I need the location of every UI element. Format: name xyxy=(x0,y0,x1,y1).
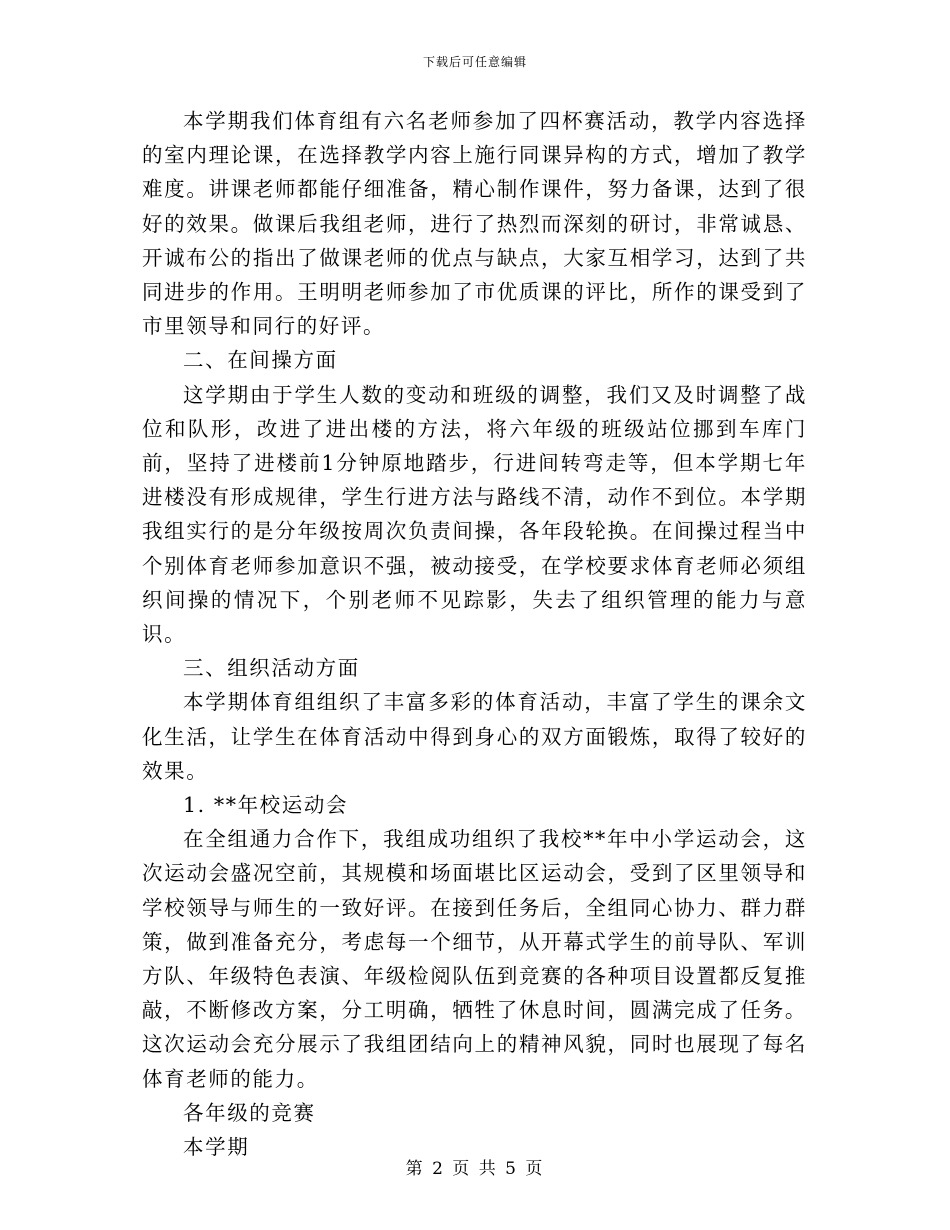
heading-exercise-section: 二、在间操方面 xyxy=(183,348,338,373)
paragraph-exercise: 这学期由于学生人数的变动和班级的调整，我们又及时调整了战位和队形，改进了进出楼的方法，将六年级的班级站位挪到车库门前，坚持了进楼前1分钟原地踏步，行进间转弯走等，但本学期七年进楼没有形成规律，学生行进方法与路线不清，动作不到位。本学期我组实行的是分年级按周次负责间操，各年段轮换。在间操过程当中个别体育老师参加意识不强，被动接受，在学校要求体育老师必须组织间操的情况下，个别老师不见踪影，失去了组织管理的能力与意识。 xyxy=(142,382,807,647)
paragraph-activities: 本学期体育组组织了丰富多彩的体育活动，丰富了学生的课余文化生活，让学生在体育活动中得到身心的双方面锻炼，取得了较好的效果。 xyxy=(142,690,807,783)
heading-grade-competitions: 各年级的竞赛 xyxy=(183,1100,316,1125)
heading-sports-meet: 1. **年校运动会 xyxy=(183,793,349,818)
paragraph-four-cup-competition: 本学期我们体育组有六名老师参加了四杯赛活动，教学内容选择的室内理论课，在选择教学内容上施行同课异构的方式，增加了教学难度。讲课老师都能仔细准备，精心制作课件，努力备课，达到了很好的效果。做课后我组老师，进行了热烈而深刻的研讨，非常诚恳、开诚布公的指出了做课老师的优点与缺点，大家互相学习，达到了共同进步的作用。王明明老师参加了市优质课的评比，所作的课受到了市里领导和同行的好评。 xyxy=(142,109,807,339)
document-body xyxy=(142,104,807,1164)
page-number: 第 2 页 共 5 页 xyxy=(405,1159,545,1179)
heading-activities-section: 三、组织活动方面 xyxy=(183,656,360,681)
paragraph-sports-meet: 在全组通力合作下，我组成功组织了我校**年中小学运动会，这次运动会盛况空前，其规模和场面堪比区运动会，受到了区里领导和学校领导与师生的一致好评。在接到任务后，全组同心协力、群力群策，做到准备充分，考虑每一个细节，从开幕式学生的前导队、军训方队、年级特色表演、年级检阅队伍到竞赛的各种项目设置都反复推敲，不断修改方案，分工明确，牺牲了休息时间，圆满完成了任务。这次运动会充分展示了我组团结向上的精神风貌，同时也展现了每名体育老师的能力。 xyxy=(142,827,807,1091)
paragraph-this-semester: 本学期 xyxy=(183,1135,250,1160)
page-header: 下载后可任意编辑 xyxy=(422,55,527,69)
